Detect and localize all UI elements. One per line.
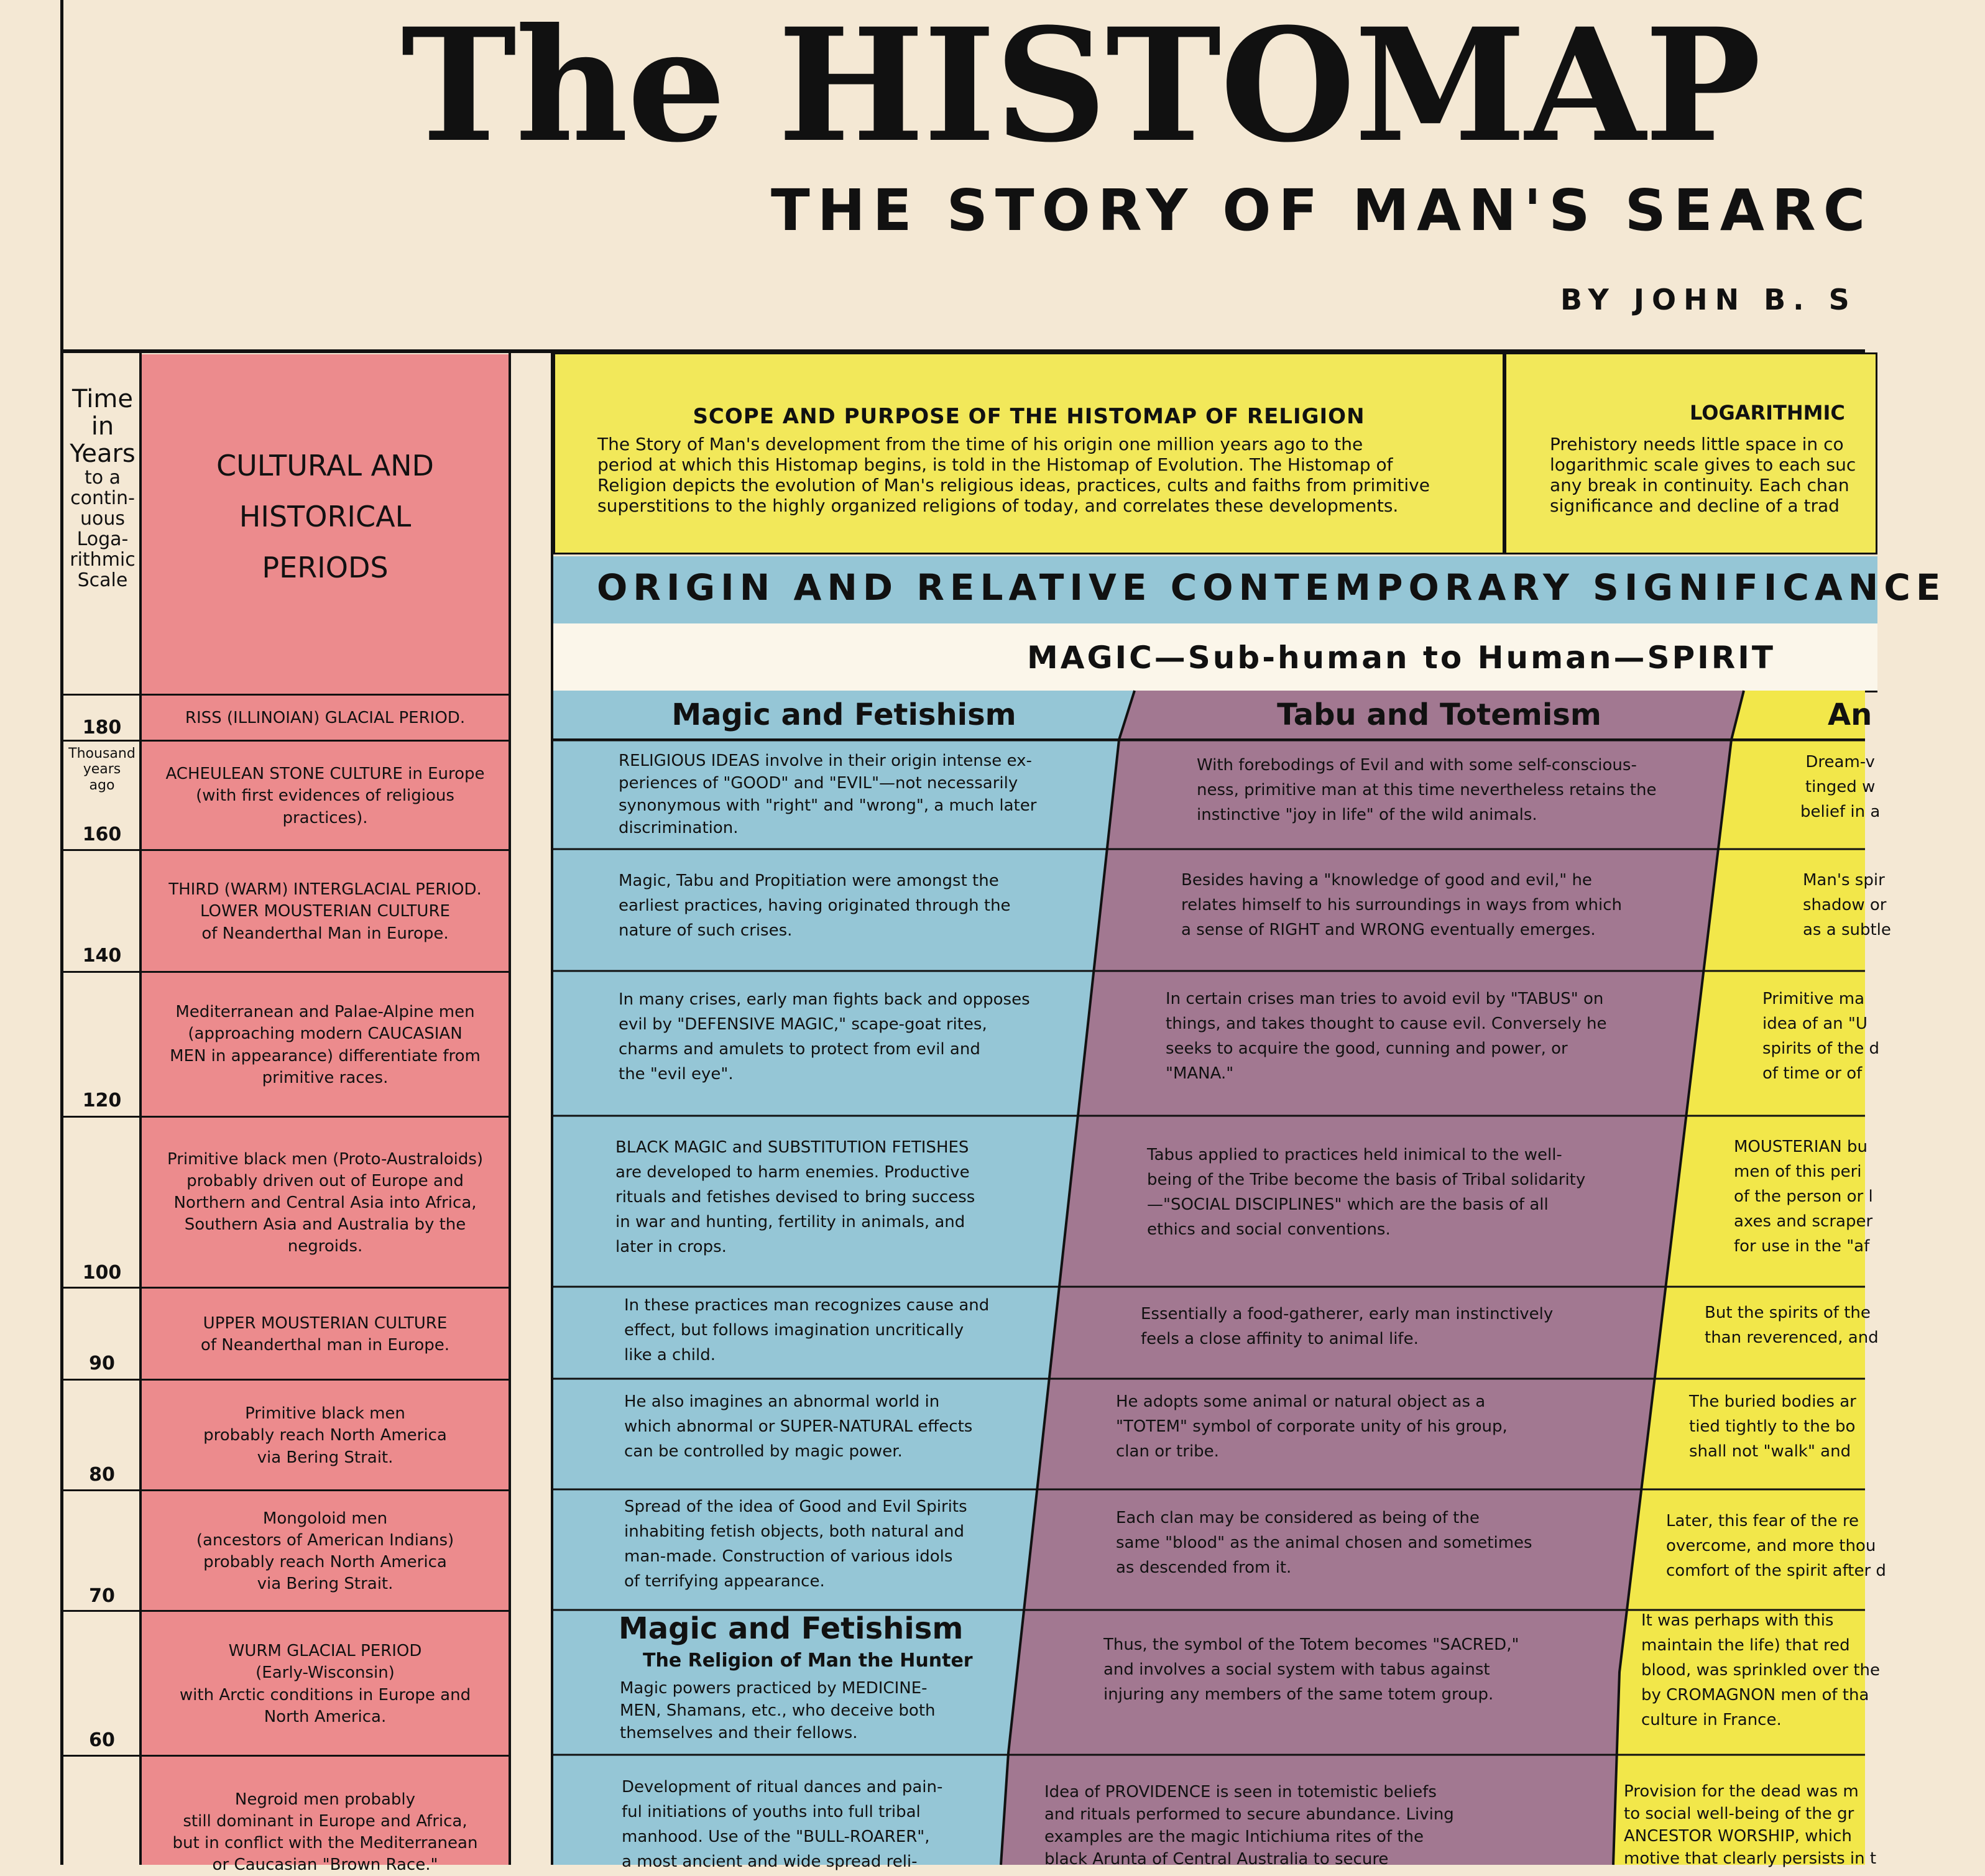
period-line: Mediterranean and Palae-Alpine men: [175, 1003, 475, 1022]
time-header-line: to a: [84, 467, 121, 489]
cell-line: MEN, Shamans, etc., who deceive both: [620, 1701, 936, 1720]
period-line: probably reach North America: [203, 1426, 447, 1445]
cell-line: maintain the life) that red: [1641, 1636, 1850, 1655]
animism-cell: [1762, 986, 1879, 1086]
time-tick: 70: [89, 1585, 115, 1607]
period-line: (ancestors of American Indians): [196, 1530, 454, 1550]
unit-line: Thousand: [68, 746, 136, 761]
period-line: Southern Asia and Australia by the: [184, 1215, 466, 1235]
animism-cell: [1624, 1780, 1876, 1870]
unit-line: years: [83, 761, 121, 778]
animism-cell: [1689, 1389, 1856, 1464]
cell-line: can be controlled by magic power.: [624, 1442, 903, 1461]
animism-text-area: [1616, 691, 1891, 1868]
animism-cell: [1705, 1300, 1879, 1350]
time-tick: 60: [89, 1729, 115, 1751]
cell-line: Provision for the dead was m: [1624, 1782, 1859, 1801]
period-line: probably driven out of Europe and: [187, 1171, 464, 1190]
cell-line: to social well-being of the gr: [1624, 1805, 1854, 1823]
time-tick: 120: [82, 1090, 122, 1111]
cell-line: "TOTEM" symbol of corporate unity of his group,: [1116, 1417, 1508, 1436]
cell-line: are developed to harm enemies. Productive: [615, 1163, 970, 1182]
cell-line: manhood. Use of the "BULL-ROARER",: [622, 1828, 930, 1846]
magic-banner-text: MAGIC—Sub-human to Human—SPIRIT: [1027, 640, 1775, 676]
magic-section-subheading: The Religion of Man the Hunter: [643, 1650, 973, 1671]
cell-line: Primitive ma: [1762, 990, 1865, 1008]
cell-line: But the spirits of the: [1705, 1304, 1871, 1322]
cell-line: blood, was sprinkled over the: [1641, 1661, 1880, 1680]
cell-line: It was perhaps with this: [1641, 1611, 1834, 1630]
magic-cell: [624, 1293, 989, 1368]
period-line: North America.: [264, 1707, 387, 1726]
tabu-cell: [1044, 1781, 1454, 1870]
cell-line: and rituals performed to secure abundance. Living: [1044, 1805, 1454, 1824]
period-line: but in conflict with the Mediterranean: [172, 1834, 478, 1853]
cell-line: Idea of PROVIDENCE is seen in totemistic beliefs: [1044, 1783, 1437, 1801]
time-header-line: Scale: [77, 569, 128, 591]
cell-line: as a subtle: [1803, 921, 1891, 939]
cell-line: like a child.: [624, 1346, 716, 1364]
magic-cell: [620, 1677, 936, 1744]
period-line: Mongoloid men: [262, 1509, 388, 1528]
animism-cell: [1666, 1509, 1886, 1583]
cell-line: effect, but follows imagination uncritically: [624, 1321, 964, 1340]
cell-line: which abnormal or SUPER-NATURAL effects: [624, 1417, 973, 1436]
cultural-header-line: CULTURAL AND: [216, 449, 434, 482]
scope-heading: SCOPE AND PURPOSE OF THE HISTOMAP OF RELIGION: [693, 404, 1365, 429]
period-line: negroids.: [287, 1237, 363, 1256]
cell-line: belief in a: [1800, 802, 1881, 821]
cell-line: spirits of the d: [1762, 1039, 1879, 1058]
cell-line: the "evil eye".: [619, 1065, 734, 1083]
animism-cell: [1800, 750, 1880, 824]
cell-line: charms and amulets to protect from evil and: [619, 1040, 980, 1059]
cell-line: clan or tribe.: [1116, 1442, 1219, 1461]
cell-line: discrimination.: [619, 819, 739, 837]
cell-line: relates himself to his surroundings in ways from which: [1181, 896, 1622, 914]
period-line: (approaching modern CAUCASIAN: [188, 1024, 463, 1044]
cell-line: synonymous with "right" and "wrong", a much later: [619, 796, 1037, 815]
period-line: (Early-Wisconsin): [256, 1663, 395, 1683]
magic-cell: [615, 1135, 975, 1259]
cell-line: themselves and their fellows.: [620, 1724, 858, 1742]
cell-line: inhabiting fetish objects, both natural and: [624, 1522, 965, 1541]
log-line: Prehistory needs little space in co: [1550, 434, 1844, 454]
cell-line: In many crises, early man fights back and opposes: [619, 990, 1030, 1009]
log-line: any break in continuity. Each chan: [1550, 475, 1849, 495]
animism-cell: [1803, 868, 1891, 942]
cell-line: shadow or: [1803, 896, 1887, 914]
tabu-cell: [1147, 1143, 1585, 1242]
cell-line: than reverenced, and: [1705, 1328, 1879, 1347]
magic-cell: [619, 868, 1011, 943]
magic-section-heading: Magic and Fetishism: [619, 1611, 964, 1646]
tabu-cell: [1181, 868, 1622, 942]
cell-line: ness, primitive man at this time nevertheless retains the: [1197, 781, 1657, 799]
tabu-cell: [1103, 1632, 1519, 1707]
log-line: logarithmic scale gives to each suc: [1550, 454, 1856, 475]
cell-line: overcome, and more thou: [1666, 1537, 1876, 1555]
period-line: of Neanderthal man in Europe.: [200, 1336, 450, 1354]
cell-line: tied tightly to the bo: [1689, 1417, 1856, 1436]
cell-line: "MANA.": [1166, 1064, 1234, 1083]
tabu-cell: [1197, 753, 1656, 827]
cell-line: in war and hunting, fertility in animals, and: [615, 1213, 965, 1231]
cell-line: as descended from it.: [1116, 1558, 1292, 1577]
cell-line: Later, this fear of the re: [1666, 1512, 1859, 1530]
byline: BY JOHN B. S: [1560, 283, 1857, 316]
cell-line: idea of an "U: [1762, 1014, 1868, 1033]
period-line: or Caucasian "Brown Race.": [212, 1855, 438, 1875]
period-line: THIRD (WARM) INTERGLACIAL PERIOD.: [168, 880, 482, 899]
cell-line: Development of ritual dances and pain-: [622, 1778, 943, 1796]
period-line: UPPER MOUSTERIAN CULTURE: [203, 1313, 448, 1333]
magic-column-header: Magic and Fetishism: [553, 691, 1135, 740]
period-line: RISS (ILLINOIAN) GLACIAL PERIOD.: [185, 709, 466, 728]
cell-line: Spread of the idea of Good and Evil Spirits: [624, 1497, 967, 1516]
period-line: WURM GLACIAL PERIOD: [228, 1642, 422, 1661]
magic-cell: [619, 987, 1030, 1087]
cultural-header-line: HISTORICAL: [239, 500, 412, 533]
time-header-line: in: [91, 412, 114, 441]
cell-line: shall not "walk" and: [1689, 1442, 1851, 1461]
cell-line: axes and scraper: [1734, 1212, 1873, 1231]
time-header-line: Loga-: [76, 528, 129, 550]
cell-line: nature of such crises.: [619, 921, 793, 940]
cell-line: He adopts some animal or natural object as a: [1116, 1392, 1486, 1411]
cell-line: of terrifying appearance.: [624, 1572, 825, 1591]
tabu-cell: [1141, 1302, 1553, 1351]
scope-line: Religion depicts the evolution of Man's religious ideas, practices, cults and faiths from primitive: [597, 475, 1430, 495]
period-line: LOWER MOUSTERIAN CULTURE: [200, 902, 450, 921]
time-tick: 100: [82, 1262, 122, 1284]
period-line: (with first evidences of religious: [196, 786, 454, 806]
cell-line: Tabus applied to practices held inimical to the well-: [1147, 1146, 1562, 1164]
cell-line: Man's spir: [1803, 871, 1885, 890]
cell-line: RELIGIOUS IDEAS involve in their origin intense ex-: [619, 752, 1032, 770]
period-line: of Neanderthal Man in Europe.: [201, 924, 449, 943]
cell-line: ANCESTOR WORSHIP, which: [1624, 1827, 1852, 1846]
time-tick: 140: [82, 945, 122, 967]
time-header-line: Years: [70, 439, 136, 468]
cell-line: Magic powers practiced by MEDICINE-: [620, 1679, 928, 1698]
cell-line: earliest practices, having originated through the: [619, 896, 1011, 915]
time-header-line: contin-: [70, 487, 135, 509]
time-header-line: Time: [72, 385, 133, 413]
tabu-cell: [1166, 986, 1606, 1086]
cell-line: for use in the "af: [1734, 1237, 1870, 1256]
cell-line: tinged w: [1805, 778, 1876, 796]
tabu-cell: [1116, 1506, 1532, 1580]
magic-cell: [624, 1494, 967, 1594]
cell-line: of the person or l: [1734, 1187, 1873, 1206]
cell-line: ful initiations of youths into full tribal: [622, 1803, 921, 1821]
scope-line: period at which this Histomap begins, is told in the Histomap of Evolution. The Histomap of: [597, 454, 1393, 475]
period-line: MEN in appearance) differentiate from: [170, 1046, 481, 1065]
cell-line: a sense of RIGHT and WRONG eventually emerges.: [1181, 921, 1596, 939]
cell-line: He also imagines an abnormal world in: [624, 1392, 940, 1411]
animism-column-header: An: [1744, 691, 1865, 740]
period-line: probably reach North America: [203, 1553, 447, 1571]
origin-banner-text: ORIGIN AND RELATIVE CONTEMPORARY SIGNIFICANCE: [597, 566, 1946, 609]
cell-line: instinctive "joy in life" of the wild animals.: [1197, 806, 1537, 824]
cell-line: Dream-v: [1805, 753, 1875, 771]
cell-line: by CROMAGNON men of tha: [1641, 1686, 1869, 1704]
log-line: significance and decline of a trad: [1550, 495, 1840, 516]
magic-cell: [619, 750, 1036, 839]
time-tick: 80: [89, 1464, 115, 1486]
cell-line: men of this peri: [1734, 1162, 1862, 1181]
cell-line: black Arunta of Central Australia to secure: [1044, 1850, 1389, 1869]
page-subtitle: THE STORY OF MAN'S SEARC: [771, 177, 1873, 244]
cell-line: of time or of: [1762, 1064, 1863, 1083]
cell-line: —"SOCIAL DISCIPLINES" which are the basis of all: [1147, 1195, 1549, 1214]
cell-line: seeks to acquire the good, cunning and power, or: [1166, 1039, 1568, 1058]
magic-cell: [622, 1775, 942, 1874]
period-line: primitive races.: [262, 1068, 389, 1087]
time-header-line: uous: [80, 508, 125, 530]
cell-line: examples are the magic Intichiuma rites of the: [1044, 1828, 1424, 1846]
period-line: Negroid men probably: [234, 1790, 416, 1809]
cell-line: With forebodings of Evil and with some self-conscious-: [1197, 756, 1637, 775]
cell-line: injuring any members of the same totem group.: [1103, 1685, 1494, 1704]
period-line: ACHEULEAN STONE CULTURE in Europe: [165, 765, 485, 784]
period-line: practices).: [282, 808, 368, 827]
cultural-header-line: PERIODS: [262, 551, 389, 584]
time-tick: 160: [82, 824, 122, 845]
tabu-cell: [1116, 1389, 1508, 1464]
cell-line: later in crops.: [615, 1238, 727, 1256]
cell-line: comfort of the spirit after d: [1666, 1561, 1886, 1580]
period-line: via Bering Strait.: [257, 1575, 394, 1594]
magic-cell: [624, 1389, 972, 1464]
page-title: The HISTOMAP: [401, 0, 1761, 177]
cell-line: Thus, the symbol of the Totem becomes "SACRED,": [1103, 1635, 1519, 1654]
cell-line: In certain crises man tries to avoid evil by "TABUS" on: [1166, 990, 1604, 1008]
period-line: via Bering Strait.: [257, 1448, 394, 1467]
cell-line: being of the Tribe become the basis of Tribal solidarity: [1147, 1170, 1586, 1189]
time-tick: 90: [89, 1353, 115, 1374]
cell-line: In these practices man recognizes cause and: [624, 1296, 990, 1315]
cell-line: periences of "GOOD" and "EVIL"—not necessarily: [619, 774, 1018, 793]
cell-line: ethics and social conventions.: [1147, 1220, 1391, 1239]
period-line: with Arctic conditions in Europe and: [179, 1685, 471, 1704]
cell-line: things, and takes thought to cause evil. Conversely he: [1166, 1014, 1607, 1033]
period-line: Primitive black men: [245, 1404, 405, 1423]
cell-line: Magic, Tabu and Propitiation were amongst the: [619, 871, 999, 890]
period-line: Northern and Central Asia into Africa,: [173, 1193, 477, 1212]
cell-line: and involves a social system with tabus against: [1103, 1660, 1490, 1679]
scope-line: superstitions to the highly organized religions of today, and correlates these developments.: [597, 495, 1399, 516]
animism-cell: [1641, 1608, 1880, 1732]
cell-line: Each clan may be considered as being of the: [1116, 1509, 1480, 1527]
period-line: still dominant in Europe and Africa,: [183, 1812, 467, 1831]
time-header-line: rithmic: [70, 549, 136, 571]
cell-line: The buried bodies ar: [1689, 1392, 1856, 1411]
cell-line: Besides having a "knowledge of good and evil," he: [1181, 871, 1592, 890]
cell-line: MOUSTERIAN bu: [1734, 1138, 1868, 1156]
logarithmic-heading: LOGARITHMIC: [1690, 401, 1845, 425]
animism-cell: [1734, 1134, 1873, 1259]
cell-line: Essentially a food-gatherer, early man instinctively: [1141, 1305, 1554, 1323]
cell-line: man-made. Construction of various idols: [624, 1547, 953, 1566]
time-tick: 180: [82, 717, 122, 738]
cell-line: rituals and fetishes devised to bring success: [615, 1188, 975, 1207]
cell-line: a most ancient and wide spread reli-: [622, 1852, 918, 1871]
cell-line: evil by "DEFENSIVE MAGIC," scape-goat rites,: [619, 1015, 987, 1034]
cell-line: feels a close affinity to animal life.: [1141, 1330, 1419, 1348]
unit-line: ago: [89, 777, 115, 793]
cell-line: BLACK MAGIC and SUBSTITUTION FETISHES: [615, 1138, 969, 1157]
scope-line: The Story of Man's development from the time of his origin one million years ago to the: [597, 434, 1363, 454]
tabu-column-header: Tabu and Totemism: [1135, 691, 1744, 740]
cell-line: motive that clearly persists in t: [1624, 1849, 1877, 1868]
cell-line: same "blood" as the animal chosen and sometimes: [1116, 1533, 1532, 1552]
period-line: Primitive black men (Proto-Australoids): [167, 1149, 484, 1169]
cell-line: culture in France.: [1641, 1711, 1782, 1729]
